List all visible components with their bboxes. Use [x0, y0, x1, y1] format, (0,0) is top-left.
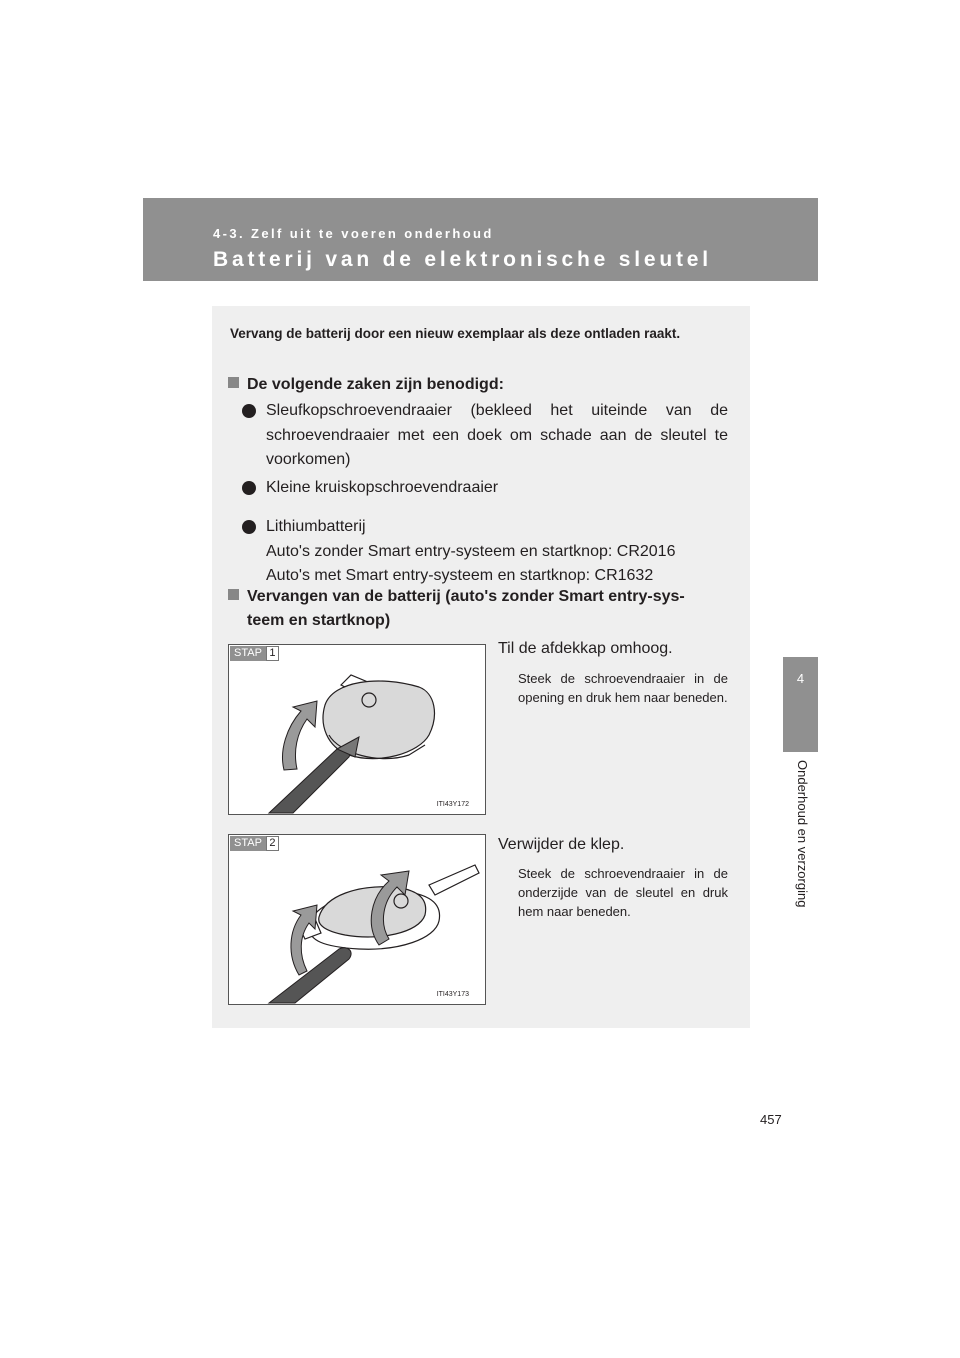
step-2-description: Steek de schroevendraaier in de onderzijde van de sleutel en druk hem naar beneden. [518, 866, 728, 919]
step-1-description: Steek de schroevendraaier in de opening en druk hem naar beneden. [518, 671, 728, 705]
step-2-title: Verwijder de klep. [498, 836, 625, 853]
chapter-label: Onderhoud en verzorging [795, 760, 810, 908]
step-1-title: Til de afdekkap omhoog. [498, 640, 673, 657]
key-cover-remove-illustration [229, 835, 485, 1004]
battery-line: Auto's met Smart entry-systeem en startknop: CR1632 [266, 567, 654, 584]
battery-line: Auto's zonder Smart entry-systeem en startknop: CR2016 [266, 542, 676, 560]
image-code: ITI43Y172 [436, 801, 469, 808]
bullet-icon [242, 481, 256, 495]
list-item: Lithiumbatterij Auto's zonder Smart entry-systeem en startknop: CR2016 Auto's met Smart entry-systeem en startknop: CR1632 [242, 515, 728, 589]
chapter-tab[interactable] [783, 657, 818, 752]
chapter-number: 4 [796, 671, 805, 686]
needed-heading: De volgende zaken zijn benodigd: [228, 373, 504, 397]
square-bullet-icon [228, 377, 239, 388]
intro-text: Vervang de batterij door een nieuw exemplaar als deze ontladen raakt. [230, 326, 681, 341]
replace-heading: Vervangen van de batterij (auto's zonder Smart entry-sys- teem en startknop) [228, 585, 736, 633]
bullet-icon [242, 404, 256, 418]
section-header [143, 198, 818, 281]
image-code: ITI43Y173 [436, 991, 469, 998]
step-badge: STAP 1 [230, 646, 279, 661]
list-item: Sleufkopschroevendraaier (bekleed het uiteinde van de schroevendraaier met een doek om schade aan de sleutel te voorkomen) [242, 399, 728, 473]
list-item: Kleine kruiskopschroevendraaier [242, 476, 728, 501]
page-number: 457 [760, 1112, 782, 1127]
section-label: 4-3. Zelf uit te voeren onderhoud [213, 226, 494, 241]
bullet-icon [242, 520, 256, 534]
step-badge: STAP 2 [230, 836, 279, 851]
page-title: Batterij van de elektronische sleutel [213, 248, 712, 271]
content-box [212, 306, 750, 1028]
step-1-illustration [228, 644, 486, 815]
key-cover-lift-illustration [229, 645, 485, 814]
square-bullet-icon [228, 589, 239, 600]
step-2-illustration [228, 834, 486, 1005]
